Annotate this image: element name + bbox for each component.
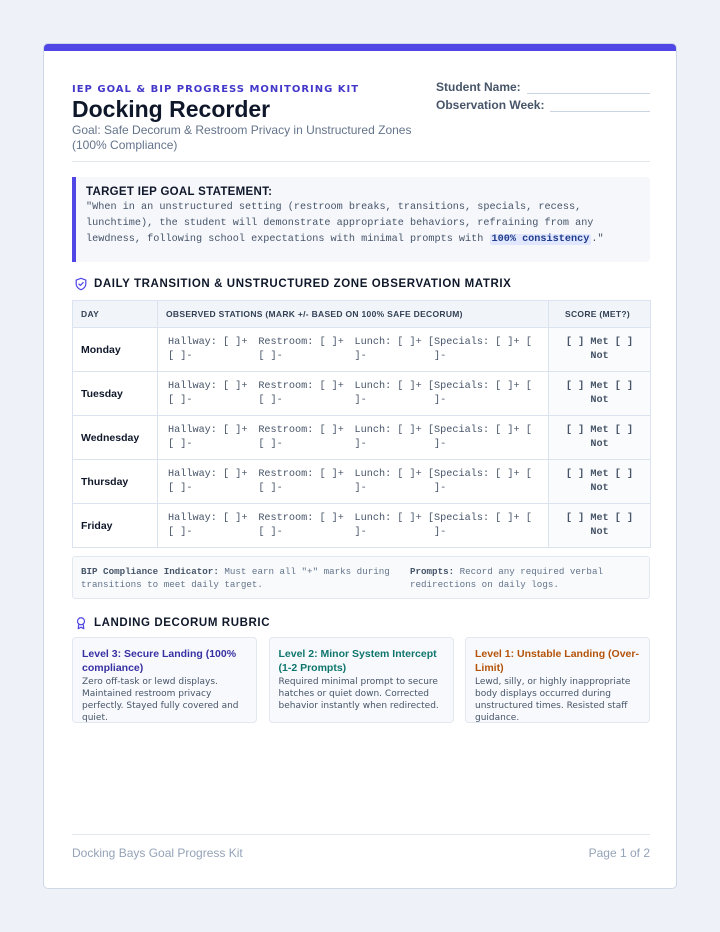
station-checkbox-lunch[interactable]: Lunch: [ ]+ [ ]- [354, 468, 434, 494]
observation-week-line[interactable] [550, 99, 650, 112]
day-cell: Friday [73, 504, 158, 548]
goal-text [86, 200, 640, 248]
station-checkbox-specials[interactable]: Specials: [ ]+ [ ]- [434, 512, 532, 538]
matrix-row-wednesday [73, 416, 651, 460]
rubric-card-level-2 [269, 637, 454, 723]
rubric-section-title: LANDING DECORUM RUBRIC [94, 617, 271, 629]
stations-group [168, 512, 542, 540]
bip-prompts-text: Record any required verbal redirections on daily logs. [410, 566, 603, 590]
stations-cell [158, 460, 549, 504]
rubric-card-level-3 [72, 637, 257, 723]
page-number: Page 1 of 2 [588, 846, 650, 860]
day-cell: Thursday [73, 460, 158, 504]
station-checkbox-restroom[interactable]: Restroom: [ ]+ [ ]- [258, 468, 344, 494]
stations-group [168, 468, 542, 496]
col-stations: OBSERVED STATIONS (MARK +/- BASED ON 100% SAFE DECORUM) [158, 301, 549, 328]
score-met-checkbox[interactable] [549, 416, 651, 460]
rubric-level-2-description: Required minimal prompt to secure hatches or quiet down. Corrected behavior instantly when redirected. [278, 677, 439, 711]
score-text: [ ] Met [ ] Not [565, 380, 634, 406]
matrix-row-monday [73, 328, 651, 372]
score-met-checkbox[interactable] [549, 328, 651, 372]
footer-divider [72, 834, 650, 835]
kit-kicker: IEP GOAL & BIP PROGRESS MONITORING KIT [72, 84, 360, 95]
student-name-label: Student Name: [436, 80, 521, 94]
station-checkbox-specials[interactable]: Specials: [ ]+ [ ]- [434, 468, 532, 494]
student-name-line[interactable] [527, 81, 650, 94]
station-checkbox-hallway[interactable]: Hallway: [ ]+ [ ]- [168, 512, 248, 538]
rubric-cards [72, 637, 650, 723]
station-checkbox-restroom[interactable]: Restroom: [ ]+ [ ]- [258, 512, 344, 538]
accent-top-bar [44, 44, 676, 51]
bip-indicator-box [72, 556, 650, 599]
station-checkbox-hallway[interactable]: Hallway: [ ]+ [ ]- [168, 424, 248, 450]
station-checkbox-specials[interactable]: Specials: [ ]+ [ ]- [434, 380, 532, 406]
station-checkbox-specials[interactable]: Specials: [ ]+ [ ]- [434, 336, 532, 362]
stations-cell [158, 328, 549, 372]
score-met-checkbox[interactable] [549, 372, 651, 416]
goal-text-body: "When in an unstructured setting (restroom breaks, transitions, specials, recess, lunchtime), the student will demonstrate appropriate behaviors, refraining from any lewdness, following school expectations with minimal prompts with [86, 202, 594, 245]
award-ribbon-icon [74, 616, 88, 630]
worksheet-page [43, 43, 677, 889]
student-info-fields [436, 76, 650, 112]
observation-week-label: Observation Week: [436, 98, 545, 112]
score-met-checkbox[interactable] [549, 504, 651, 548]
bip-prompts-label: Prompts: [410, 566, 455, 577]
rubric-level-3-title: Level 3: Secure Landing (100% compliance) [82, 648, 237, 674]
day-cell: Tuesday [73, 372, 158, 416]
page-subtitle: Goal: Safe Decorum & Restroom Privacy in Unstructured Zones (100% Compliance) [72, 123, 412, 152]
matrix-section-title: DAILY TRANSITION & UNSTRUCTURED ZONE OBSERVATION MATRIX [94, 278, 512, 290]
col-day: DAY [73, 301, 158, 328]
bip-indicator-label: BIP Compliance Indicator: [81, 566, 219, 577]
score-text: [ ] Met [ ] Not [565, 424, 634, 450]
matrix-header-row [73, 301, 651, 328]
score-text: [ ] Met [ ] Not [565, 468, 634, 494]
goal-statement-box [72, 177, 650, 262]
stations-cell [158, 372, 549, 416]
station-checkbox-restroom[interactable]: Restroom: [ ]+ [ ]- [258, 424, 344, 450]
stations-group [168, 380, 542, 408]
station-checkbox-hallway[interactable]: Hallway: [ ]+ [ ]- [168, 336, 248, 362]
station-checkbox-lunch[interactable]: Lunch: [ ]+ [ ]- [354, 424, 434, 450]
observation-matrix [72, 300, 651, 548]
station-checkbox-restroom[interactable]: Restroom: [ ]+ [ ]- [258, 380, 344, 406]
station-checkbox-hallway[interactable]: Hallway: [ ]+ [ ]- [168, 380, 248, 406]
footer-kit-name: Docking Bays Goal Progress Kit [72, 846, 243, 860]
stations-group [168, 336, 542, 364]
shield-check-icon [74, 277, 88, 291]
bip-indicator-text: Must earn all "+" marks during transitions to meet daily target. [81, 566, 390, 590]
stations-group [168, 424, 542, 452]
day-cell: Monday [73, 328, 158, 372]
rubric-card-level-1 [465, 637, 650, 723]
observation-week-field [436, 94, 650, 112]
stations-cell [158, 504, 549, 548]
student-name-field [436, 76, 650, 94]
matrix-section-heading [74, 277, 511, 291]
station-checkbox-specials[interactable]: Specials: [ ]+ [ ]- [434, 424, 532, 450]
day-cell: Wednesday [73, 416, 158, 460]
goal-highlight: 100% consistency [491, 234, 590, 245]
score-text: [ ] Met [ ] Not [565, 512, 634, 538]
score-met-checkbox[interactable] [549, 460, 651, 504]
bip-prompts-note [410, 565, 641, 598]
rubric-level-3-description: Zero off-task or lewd displays. Maintained restroom privacy perfectly. Stayed fully covered and quiet. [82, 677, 239, 723]
station-checkbox-lunch[interactable]: Lunch: [ ]+ [ ]- [354, 336, 434, 362]
header-divider [72, 161, 650, 162]
page-title: Docking Recorder [72, 96, 271, 122]
rubric-section-heading [74, 616, 270, 630]
stations-cell [158, 416, 549, 460]
matrix-row-thursday [73, 460, 651, 504]
page-footer [72, 846, 650, 860]
score-text: [ ] Met [ ] Not [565, 336, 634, 362]
matrix-row-friday [73, 504, 651, 548]
bip-compliance-indicator [81, 565, 410, 598]
worksheet-header [72, 82, 650, 162]
rubric-level-1-description: Lewd, silly, or highly inappropriate body displays occurred during unstructured times. Resisted staff guidance. [475, 677, 631, 723]
matrix-row-tuesday [73, 372, 651, 416]
rubric-level-1-title: Level 1: Unstable Landing (Over-Limit) [475, 648, 639, 674]
station-checkbox-hallway[interactable]: Hallway: [ ]+ [ ]- [168, 468, 248, 494]
station-checkbox-lunch[interactable]: Lunch: [ ]+ [ ]- [354, 380, 434, 406]
rubric-level-2-title: Level 2: Minor System Intercept (1-2 Prompts) [278, 648, 437, 674]
goal-heading: TARGET IEP GOAL STATEMENT: [86, 186, 273, 198]
station-checkbox-restroom[interactable]: Restroom: [ ]+ [ ]- [258, 336, 344, 362]
goal-text-end: ." [591, 234, 604, 245]
col-score: SCORE (MET?) [549, 301, 651, 328]
station-checkbox-lunch[interactable]: Lunch: [ ]+ [ ]- [354, 512, 434, 538]
